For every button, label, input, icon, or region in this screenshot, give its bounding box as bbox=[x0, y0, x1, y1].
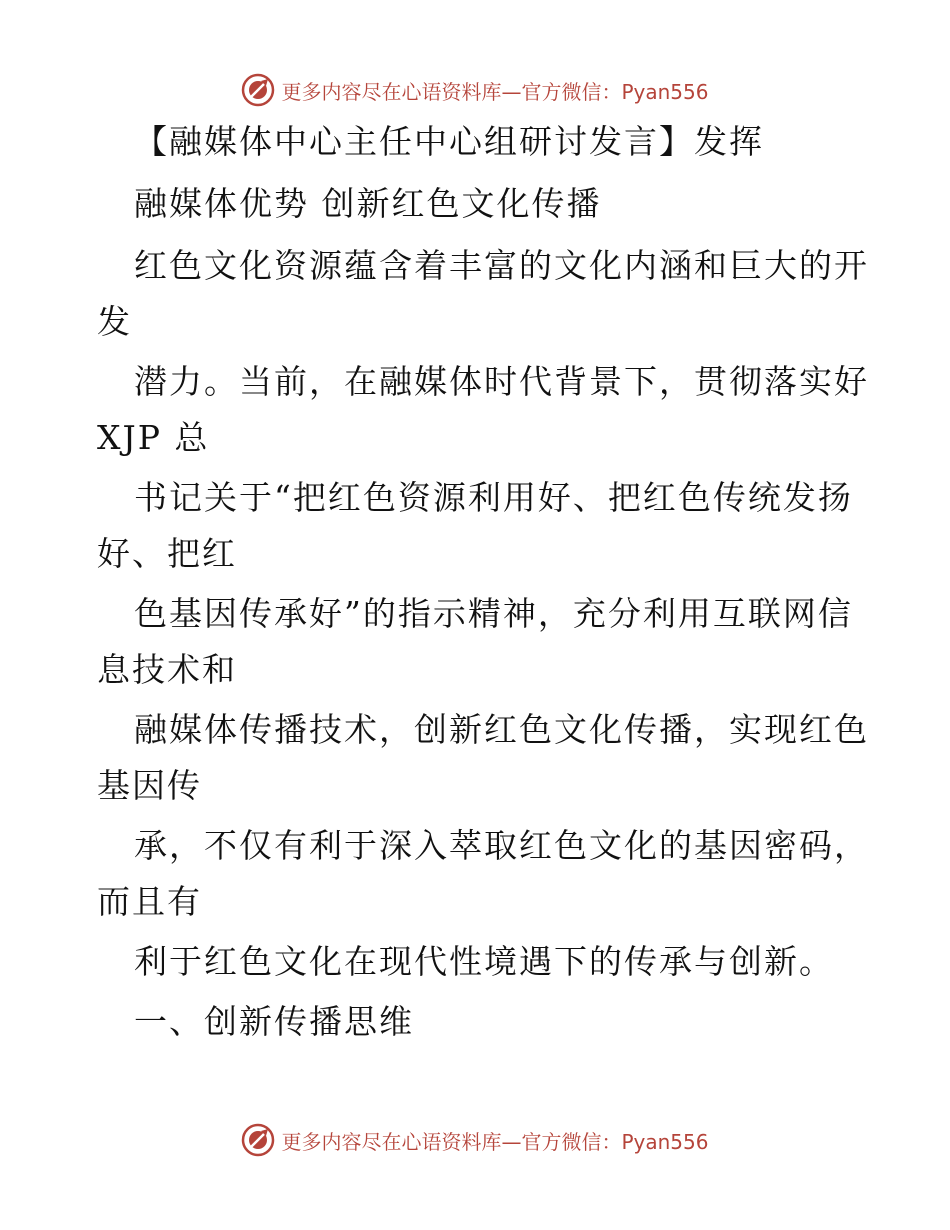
footer-watermark-text: 更多内容尽在心语资料库—官方微信：Pyan556 bbox=[281, 1129, 709, 1154]
brand-logo-icon bbox=[241, 73, 275, 107]
paragraph-line: 发 bbox=[97, 302, 132, 341]
paragraph-line: 而且有 bbox=[97, 882, 202, 921]
paragraph-line: 红色文化资源蕴含着丰富的文化内涵和巨大的开 bbox=[134, 246, 869, 285]
paragraph-line: 潜力。当前，在融媒体时代背景下，贯彻落实好 bbox=[134, 362, 869, 401]
paragraph-line: XJP 总 bbox=[97, 418, 210, 457]
paragraph-line: 息技术和 bbox=[97, 650, 237, 689]
paragraph-line: 书记关于“把红色资源利用好、把红色传统发扬 bbox=[134, 478, 853, 517]
paragraph-line: 融媒体传播技术，创新红色文化传播，实现红色 bbox=[134, 710, 869, 749]
paragraph-line: 利于红色文化在现代性境遇下的传承与创新。 bbox=[134, 942, 834, 981]
header-watermark bbox=[0, 70, 950, 110]
title-line-1: 【融媒体中心主任中心组研讨发言】发挥 bbox=[134, 122, 764, 161]
paragraph-line: 基因传 bbox=[97, 766, 202, 805]
title-line-2: 融媒体优势 创新红色文化传播 bbox=[134, 184, 602, 223]
paragraph-line: 承，不仅有利于深入萃取红色文化的基因密码， bbox=[134, 826, 869, 865]
paragraph-line: 好、把红 bbox=[97, 534, 237, 573]
paragraph-line: 色基因传承好”的指示精神，充分利用互联网信 bbox=[134, 594, 853, 633]
brand-logo-icon bbox=[241, 1123, 275, 1157]
header-watermark-text: 更多内容尽在心语资料库—官方微信：Pyan556 bbox=[281, 79, 709, 104]
section-heading: 一、创新传播思维 bbox=[134, 1002, 414, 1041]
footer-watermark bbox=[0, 1120, 950, 1160]
